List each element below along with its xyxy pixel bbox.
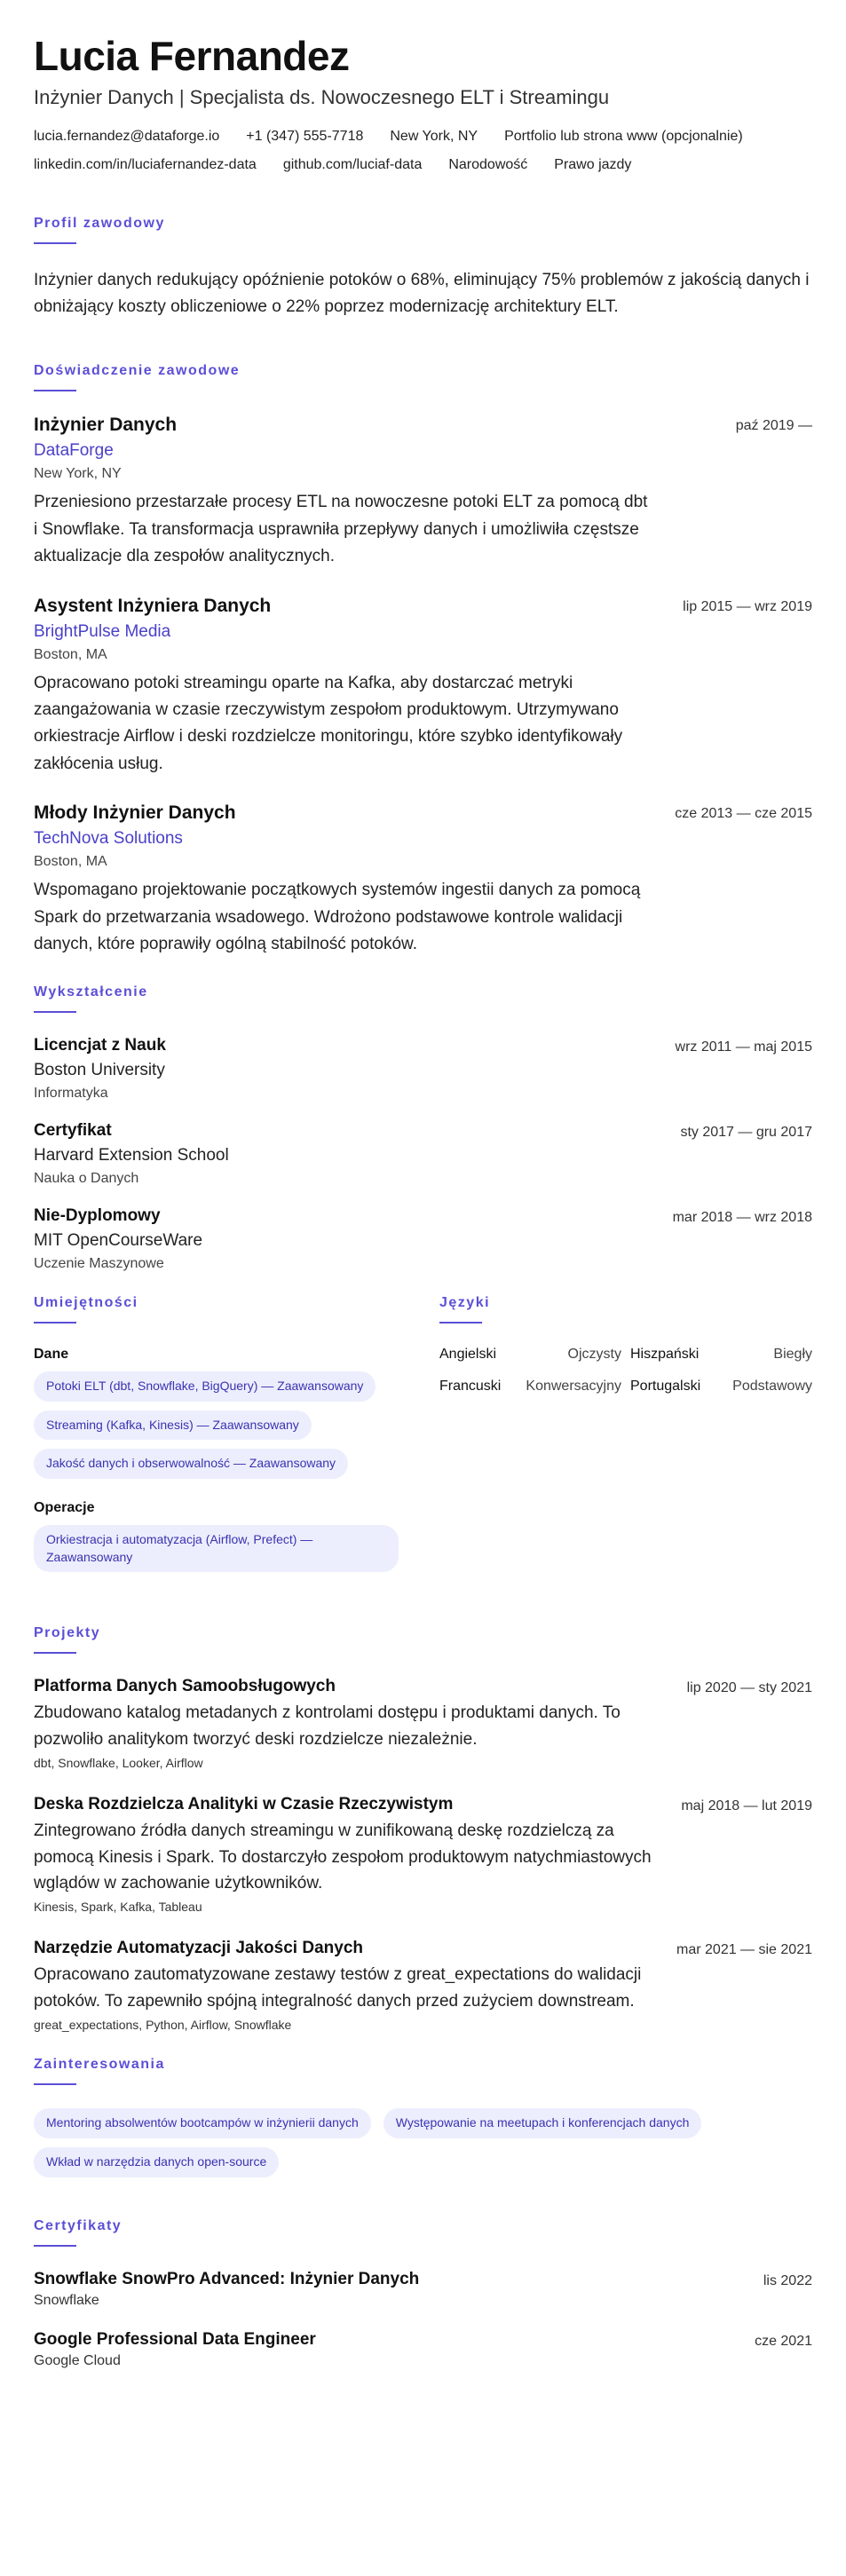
education-entry — [34, 1206, 812, 1272]
project-name: Narzędzie Automatyzacji Jakości Danych — [34, 1939, 363, 1958]
education-entry — [34, 1036, 812, 1102]
degree-title: Licencjat z Nauk — [34, 1036, 166, 1055]
section-title: Doświadczenie zawodowe — [34, 363, 241, 379]
contact-github[interactable]: github.com/luciaf-data — [282, 156, 423, 172]
interest-chip: Mentoring absolwentów bootcampów w inżynierii danych — [34, 2108, 371, 2138]
job-description: Przeniesiono przestarzałe procesy ETL na nowoczesne potoki ELT za pomocą dbt i Snowflake. Ta transformacja usprawniła przepływy danych i umożliwiła częstsze aktualizacje dla zespołów analitycznych. — [34, 493, 648, 566]
projects-section — [34, 1625, 812, 2032]
section-title: Umiejętności — [34, 1295, 138, 1311]
skills-section — [34, 1295, 404, 1593]
language-name: Hiszpański — [630, 1347, 700, 1363]
skill-chip: Orkiestracja i automatyzacja (Airflow, Prefect) — Zaawansowany — [34, 1525, 399, 1572]
project-tech: Kinesis, Spark, Kafka, Tableau — [34, 1900, 202, 1915]
certificate-date: lis 2022 — [763, 2272, 812, 2288]
section-divider — [34, 242, 76, 244]
certificate-issuer: Google Cloud — [34, 2352, 121, 2368]
language-level: Konwersacyjny — [526, 1379, 621, 1395]
language-level: Podstawowy — [732, 1379, 812, 1395]
job-location: New York, NY — [34, 466, 122, 482]
contact-linkedin[interactable]: linkedin.com/in/luciafernandez-data — [34, 156, 257, 172]
interest-chip: Wkład w narzędzia danych open-source — [34, 2147, 279, 2177]
contact-driving-license: Prawo jazdy — [554, 156, 632, 172]
job-dates: lip 2015 — wrz 2019 — [683, 598, 812, 614]
certificate-issuer: Snowflake — [34, 2292, 99, 2308]
certificate-date: cze 2021 — [755, 2333, 812, 2349]
skill-chip: Jakość danych i obserwowalność — Zaawansowany — [34, 1449, 348, 1479]
section-title: Języki — [439, 1295, 491, 1311]
language-name: Portugalski — [630, 1379, 701, 1395]
profile-summary: Inżynier danych redukujący opóźnienie potoków o 68%, eliminujący 75% problemów z jakością danych i obniżający koszty obliczeniowe o 22% poprzez modernizację architektury ELT. — [34, 270, 810, 316]
project-name: Deska Rozdzielcza Analityki w Czasie Rzeczywistym — [34, 1795, 454, 1814]
field-of-study: Nauka o Danych — [34, 1171, 139, 1187]
skill-category: Operacje — [34, 1500, 95, 1516]
skill-chip: Streaming (Kafka, Kinesis) — Zaawansowany — [34, 1410, 312, 1441]
section-divider — [34, 2245, 76, 2247]
language-item — [630, 1379, 812, 1395]
job-location: Boston, MA — [34, 854, 107, 870]
section-divider — [34, 390, 76, 391]
degree-title: Certyfikat — [34, 1121, 112, 1141]
contact-location: New York, NY — [390, 128, 478, 144]
education-entry — [34, 1121, 812, 1187]
project-tech: great_expectations, Python, Airflow, Snowflake — [34, 2018, 292, 2033]
job-title: Asystent Inżyniera Danych — [34, 595, 272, 616]
profile-section — [34, 216, 812, 321]
certificate-name: Google Professional Data Engineer — [34, 2329, 316, 2349]
project-dates: mar 2021 — sie 2021 — [676, 1942, 812, 1958]
certificate-entry — [34, 2330, 812, 2369]
contact-list — [34, 129, 812, 173]
project-tech: dbt, Snowflake, Looker, Airflow — [34, 1756, 203, 1771]
contact-portfolio[interactable]: Portfolio lub strona www (opcjonalnie) — [504, 128, 743, 144]
language-name: Angielski — [439, 1347, 497, 1363]
section-title: Zainteresowania — [34, 2057, 165, 2073]
interest-chip: Występowanie na meetupach i konferencjach danych — [383, 2108, 702, 2138]
certificate-name: Snowflake SnowPro Advanced: Inżynier Danych — [34, 2269, 420, 2288]
project-dates: maj 2018 — lut 2019 — [681, 1798, 812, 1814]
project-dates: lip 2020 — sty 2021 — [686, 1680, 812, 1696]
job-dates: paź 2019 — — [735, 418, 812, 434]
company-name: TechNova Solutions — [34, 829, 183, 849]
section-divider — [439, 1322, 482, 1324]
project-description: Zintegrowano źródła danych streamingu w zunifikowaną deskę rozdzielczą za pomocą Kinesis i Spark. To dostarczyło zespołom produktowym natychmiastowych wglądów w zachowanie użytkowników. — [34, 1821, 652, 1892]
job-dates: cze 2013 — cze 2015 — [675, 806, 812, 822]
experience-entry — [34, 596, 812, 778]
certificate-entry — [34, 2270, 812, 2309]
skills-languages-row — [34, 1295, 812, 1593]
experience-entry — [34, 802, 812, 958]
section-divider — [34, 2083, 76, 2085]
education-dates: mar 2018 — wrz 2018 — [672, 1210, 812, 1226]
languages-section — [439, 1295, 812, 1593]
field-of-study: Informatyka — [34, 1086, 108, 1102]
school-name: Boston University — [34, 1061, 165, 1080]
candidate-name: Lucia Fernandez — [34, 33, 350, 79]
skill-category: Dane — [34, 1347, 69, 1363]
school-name: MIT OpenCourseWare — [34, 1231, 203, 1251]
field-of-study: Uczenie Maszynowe — [34, 1256, 164, 1272]
language-level: Ojczysty — [567, 1347, 621, 1363]
experience-section — [34, 363, 812, 958]
skill-group — [34, 1500, 404, 1581]
language-item — [439, 1347, 621, 1363]
project-entry — [34, 1677, 812, 1770]
job-location: Boston, MA — [34, 646, 107, 662]
degree-title: Nie-Dyplomowy — [34, 1206, 161, 1226]
company-name: DataForge — [34, 441, 114, 461]
job-title: Inżynier Danych — [34, 415, 178, 436]
project-entry — [34, 1795, 812, 1914]
contact-nationality: Narodowość — [448, 156, 528, 172]
contact-email[interactable]: lucia.fernandez@dataforge.io — [34, 128, 220, 144]
certificates-section — [34, 2218, 812, 2369]
experience-entry — [34, 415, 812, 570]
language-item — [439, 1379, 621, 1395]
section-divider — [34, 1652, 76, 1654]
section-title: Certyfikaty — [34, 2217, 123, 2233]
language-level: Biegły — [773, 1347, 812, 1363]
contact-phone[interactable]: +1 (347) 555-7718 — [246, 128, 364, 144]
language-name: Francuski — [439, 1379, 502, 1395]
interests-section — [34, 2057, 812, 2185]
education-dates: sty 2017 — gru 2017 — [680, 1125, 812, 1141]
section-divider — [34, 1322, 76, 1324]
section-title: Wykształcenie — [34, 984, 148, 1000]
section-divider — [34, 1011, 76, 1013]
resume-header — [34, 34, 812, 173]
skill-chip: Potoki ELT (dbt, Snowflake, BigQuery) — Zaawansowany — [34, 1371, 376, 1402]
project-name: Platforma Danych Samoobsługowych — [34, 1677, 336, 1696]
education-dates: wrz 2011 — maj 2015 — [675, 1039, 812, 1055]
education-section — [34, 984, 812, 1272]
job-description: Opracowano potoki streamingu oparte na Kafka, aby dostarczać metryki zaangażowania w czasie rzeczywistym zespołom produktowym. Utrzymywano orkiestracje Airflow i deski rozdzielcze monitoringu, które szybko identyfikowały zakłócenia usług. — [34, 673, 623, 773]
candidate-headline: Inżynier Danych | Specjalista ds. Nowoczesnego ELT i Streamingu — [34, 85, 610, 108]
skill-group — [34, 1347, 404, 1488]
section-title: Projekty — [34, 1625, 101, 1641]
project-entry — [34, 1939, 812, 2032]
company-name: BrightPulse Media — [34, 621, 171, 641]
language-item — [630, 1347, 812, 1363]
job-title: Młody Inżynier Danych — [34, 802, 236, 824]
school-name: Harvard Extension School — [34, 1146, 229, 1166]
job-description: Wspomagano projektowanie początkowych systemów ingestii danych za pomocą Spark do przetwarzania wsadowego. Wdrożono podstawowe kontrole walidacji danych, które poprawiły ogólną stabilność potoków. — [34, 881, 641, 953]
section-title: Profil zawodowy — [34, 215, 165, 231]
project-description: Opracowano zautomatyzowane zestawy testów z great_expectations do walidacji potoków. To zapewniło spójną integralność danych przed zużyciem downstream. — [34, 1965, 642, 2011]
project-description: Zbudowano katalog metadanych z kontrolami dostępu i produktami danych. To pozwoliło analitykom tworzyć deski rozdzielcze niezależnie. — [34, 1703, 621, 1749]
